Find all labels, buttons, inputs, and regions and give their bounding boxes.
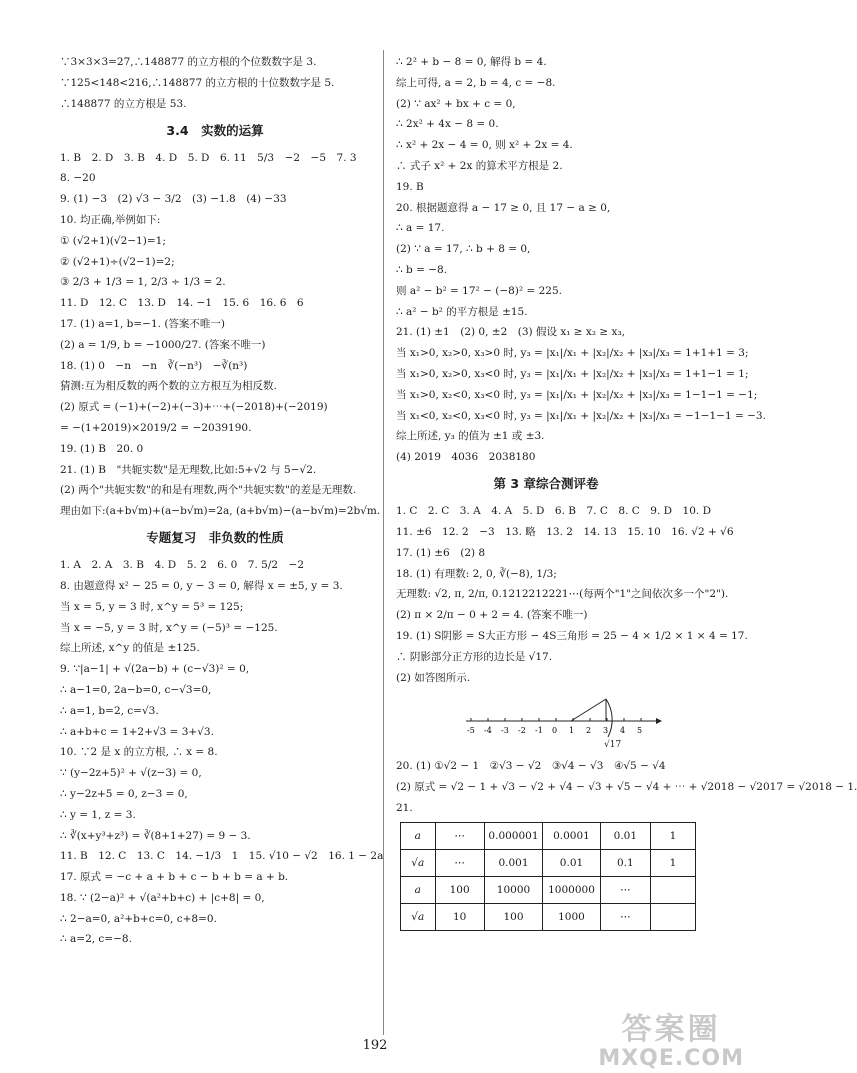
answer-line: 当 x = 5, y = 3 时, x^y = 5³ = 125; — [60, 600, 244, 613]
answer-line: (2) ∵ ax² + bx + c = 0, — [396, 97, 516, 110]
answer-line: ∴ a−1=0, 2a−b=0, c−√3=0, — [60, 683, 212, 696]
answer-line: 10. 均正确,举例如下: — [60, 213, 161, 226]
answer-line: ① (√2+1)(√2−1)=1; — [60, 234, 166, 247]
left-column — [60, 55, 384, 953]
answer-line: ∴ a = 17. — [396, 222, 445, 235]
section-title: 第 3 章综合测评卷 — [493, 476, 599, 492]
table-cell — [650, 876, 695, 903]
answer-line: = −(1+2019)×2019/2 = −2039190. — [60, 421, 252, 434]
table-row — [401, 903, 696, 930]
table-cell: 1 — [650, 849, 695, 876]
answer-line: 11. D 12. C 13. D 14. −1 15. 6 16. 6 6 — [60, 297, 304, 310]
answer-line: 11. B 12. C 13. C 14. −1/3 1 15. √10 − √2 16. 1 − 2a — [60, 850, 384, 863]
answer-line: 当 x₁<0, x₂<0, x₃<0 时, y₃ = |x₁|/x₁ + |x₂|/x₂ + |x₃|/x₃ = −1−1−1 = −3. — [396, 409, 766, 422]
answer-line: ∴ a+b+c = 1+2+√3 = 3+√3. — [60, 725, 214, 738]
answer-line: 19. (1) S阴影 = S大正方形 − 4S三角形 = 25 − 4 × 1/2 × 1 × 4 = 17. — [396, 629, 748, 642]
column-divider — [383, 50, 384, 1035]
answer-line: 当 x₁>0, x₂<0, x₃<0 时, y₃ = |x₁|/x₁ + |x₂|/x₂ + |x₃|/x₃ = 1−1−1 = −1; — [396, 388, 758, 401]
table-cell: 0.01 — [543, 849, 600, 876]
answer-line: 17. (1) ±6 (2) 8 — [396, 546, 486, 559]
answer-line: ∴ x² + 2x − 4 = 0, 则 x² + 2x = 4. — [396, 139, 573, 152]
answer-line: 18. (1) 有理数: 2, 0, ∛(−8), 1/3; — [396, 567, 557, 580]
table-cell: a — [401, 822, 436, 849]
answer-line: ∵125<148<216,∴148877 的立方根的十位数数字是 5. — [60, 76, 335, 89]
answer-line: 17. (1) a=1, b=−1. (答案不唯一) — [60, 317, 226, 330]
answer-line: 1. A 2. A 3. B 4. D 5. 2 6. 0 7. 5/2 −2 — [60, 559, 305, 572]
number-line-figure — [466, 691, 666, 751]
answer-line: 8. 由题意得 x² − 25 = 0, y − 3 = 0, 解得 x = ±5, y = 3. — [60, 579, 343, 592]
answer-line: 11. ±6 12. 2 −3 13. 略 13. 2 14. 13 15. 10 16. √2 + √6 — [396, 525, 734, 538]
tick-label: -1 — [535, 726, 543, 736]
answer-line: 猜测:互为相反数的两个数的立方根互为相反数. — [60, 380, 277, 393]
table-cell: 1000000 — [543, 876, 600, 903]
answer-line: 19. B — [396, 180, 424, 193]
answer-line: 19. (1) B 20. 0 — [60, 442, 144, 455]
tick-label: 1 — [569, 726, 575, 736]
answer-line: 20. (1) ①√2 − 1 ②√3 − √2 ③√4 − √3 ④√5 − √4 — [396, 760, 666, 773]
answer-line: ∴ 阴影部分正方形的边长是 √17. — [396, 650, 553, 663]
table-cell: a — [401, 876, 436, 903]
table-cell: 100 — [484, 903, 543, 930]
answer-line: 综上可得, a = 2, b = 4, c = −8. — [396, 76, 556, 89]
answer-line: 8. −20 — [60, 172, 96, 185]
tick-label: -5 — [467, 726, 475, 736]
table-cell: ⋯ — [600, 876, 650, 903]
table-cell: ⋯ — [435, 822, 484, 849]
tick-label: -4 — [484, 726, 492, 736]
answer-table — [400, 822, 696, 931]
answer-line: 无理数: √2, π, 2/π, 0.1212212221⋯(每两个"1"之间依次多一个"2"). — [396, 588, 729, 601]
answer-line: (4) 2019 4036 2038180 — [396, 451, 536, 464]
watermark-logo: 答案圈 MXQE.COM — [598, 1012, 744, 1071]
answer-line: ∴ 2x² + 4x − 8 = 0. — [396, 118, 499, 131]
answer-line: ∴ y−2z+5 = 0, z−3 = 0, — [60, 787, 188, 800]
answer-line: ∵ (y−2z+5)² + √(z−3) = 0, — [60, 767, 202, 780]
tick-label: 3 — [603, 726, 609, 736]
table-row — [401, 822, 696, 849]
tick-label: 4 — [620, 726, 626, 736]
table-cell: 1 — [650, 822, 695, 849]
answer-line: (2) 如答图所示. — [396, 671, 471, 684]
answer-line: 当 x₁>0, x₂>0, x₃>0 时, y₃ = |x₁|/x₁ + |x₂|/x₂ + |x₃|/x₃ = 1+1+1 = 3; — [396, 347, 749, 360]
table-cell: ⋯ — [435, 849, 484, 876]
tick-label: -3 — [501, 726, 509, 736]
answer-line: 当 x₁>0, x₂>0, x₃<0 时, y₃ = |x₁|/x₁ + |x₂|/x₂ + |x₃|/x₃ = 1+1−1 = 1; — [396, 367, 749, 380]
answer-line: 1. C 2. C 3. A 4. A 5. D 6. B 7. C 8. C 9. D 10. D — [396, 505, 712, 518]
answer-line: (2) a = 1/9, b = −1000/27. (答案不唯一) — [60, 338, 266, 351]
table-cell: √a — [401, 903, 436, 930]
answer-line: 21. — [396, 801, 413, 814]
table-cell: 0.000001 — [484, 822, 543, 849]
answer-line: 17. 原式 = −c + a + b + c − b + b = a + b. — [60, 871, 289, 884]
table-row — [401, 876, 696, 903]
tick-label: -2 — [518, 726, 526, 736]
section-title: 专题复习 非负数的性质 — [146, 530, 284, 546]
table-cell: 0.001 — [484, 849, 543, 876]
page-number: 192 — [362, 1038, 388, 1053]
tick-label: 5 — [637, 726, 643, 736]
answer-line: (2) 原式 = √2 − 1 + √3 − √2 + √4 − √3 + √5 − √4 + ⋯ + √2018 − √2017 = √2018 − 1. — [396, 781, 857, 794]
table-cell — [650, 903, 695, 930]
right-column — [396, 55, 857, 931]
answer-line: ∴ a=1, b=2, c=√3. — [60, 704, 159, 717]
table-cell: 0.1 — [600, 849, 650, 876]
answer-line: 18. (1) 0 −n −n ∛(−n³) −∛(n³) — [60, 359, 248, 372]
answer-line: 20. 根据题意得 a − 17 ≥ 0, 且 17 − a ≥ 0, — [396, 201, 611, 214]
answer-line: ∴ y = 1, z = 3. — [60, 808, 136, 821]
table-row — [401, 849, 696, 876]
answer-line: 18. ∵ (2−a)² + √(a²+b+c) + |c+8| = 0, — [60, 891, 265, 904]
table-cell: 10000 — [484, 876, 543, 903]
table-cell: 0.0001 — [543, 822, 600, 849]
answer-line: ∴ 2−a=0, a²+b+c=0, c+8=0. — [60, 912, 217, 925]
section-title: 3.4 实数的运算 — [166, 122, 264, 138]
answer-line: 21. (1) ±1 (2) 0, ±2 (3) 假设 x₁ ≥ x₂ ≥ x₃, — [396, 326, 625, 339]
answer-line: ∴ a=2, c=−8. — [60, 933, 132, 946]
answer-line: ∴ b = −8. — [396, 263, 448, 276]
tick-label: 0 — [552, 726, 558, 736]
answer-line: 当 x = −5, y = 3 时, x^y = (−5)³ = −125. — [60, 621, 278, 634]
answer-line: ∴ ∛(x+y³+z³) = ∛(8+1+27) = 9 − 3. — [60, 829, 251, 842]
answer-line: 10. ∵2 是 x 的立方根, ∴ x = 8. — [60, 746, 218, 759]
table-cell: 10 — [435, 903, 484, 930]
answer-line: ③ 2/3 + 1/3 = 1, 2/3 ÷ 1/3 = 2. — [60, 276, 226, 289]
tick-label: 2 — [586, 726, 592, 736]
answer-line: 21. (1) B "共轭实数"是无理数,比如:5+√2 与 5−√2. — [60, 463, 317, 476]
table-cell: 1000 — [543, 903, 600, 930]
answer-line: 理由如下:(a+b√m)+(a−b√m)=2a, (a+b√m)−(a−b√m)=2b√m. — [60, 505, 381, 518]
answer-line: ② (√2+1)÷(√2−1)=2; — [60, 255, 175, 268]
answer-line: (2) ∵ a = 17, ∴ b + 8 = 0, — [396, 243, 531, 256]
answer-line: 综上所述, x^y 的值是 ±125. — [60, 642, 200, 655]
answer-line: ∴ a² − b² 的平方根是 ±15. — [396, 305, 528, 318]
answer-line: ∴ 式子 x² + 2x 的算术平方根是 2. — [396, 159, 563, 172]
answer-line: (2) 原式 = (−1)+(−2)+(−3)+⋯+(−2018)+(−2019) — [60, 401, 328, 414]
answer-line: ∴ 2² + b − 8 = 0, 解得 b = 4. — [396, 56, 547, 68]
table-cell: 100 — [435, 876, 484, 903]
sqrt17-label: √17 — [604, 740, 622, 751]
answer-line: (2) 两个"共轭实数"的和是有理数,两个"共轭实数"的差是无理数. — [60, 484, 357, 497]
answer-line: 则 a² − b² = 17² − (−8)² = 225. — [396, 284, 562, 297]
table-cell: ⋯ — [600, 903, 650, 930]
answer-line: 9. (1) −3 (2) √3 − 3/2 (3) −1.8 (4) −33 — [60, 193, 287, 206]
table-cell: 0.01 — [600, 822, 650, 849]
answer-line: 1. B 2. D 3. B 4. D 5. D 6. 11 5/3 −2 −5 7. 3 — [60, 151, 357, 164]
table-cell: √a — [401, 849, 436, 876]
answer-line: 综上所述, y₃ 的值为 ±1 或 ±3. — [396, 430, 545, 443]
answer-line: (2) π × 2/π − 0 + 2 = 4. (答案不唯一) — [396, 609, 588, 622]
answer-line: 9. ∵|a−1| + √(2a−b) + (c−√3)² = 0, — [60, 663, 250, 676]
answer-line: ∴148877 的立方根是 53. — [60, 97, 187, 110]
answer-line: ∵3×3×3=27,∴148877 的立方根的个位数数字是 3. — [60, 56, 317, 68]
